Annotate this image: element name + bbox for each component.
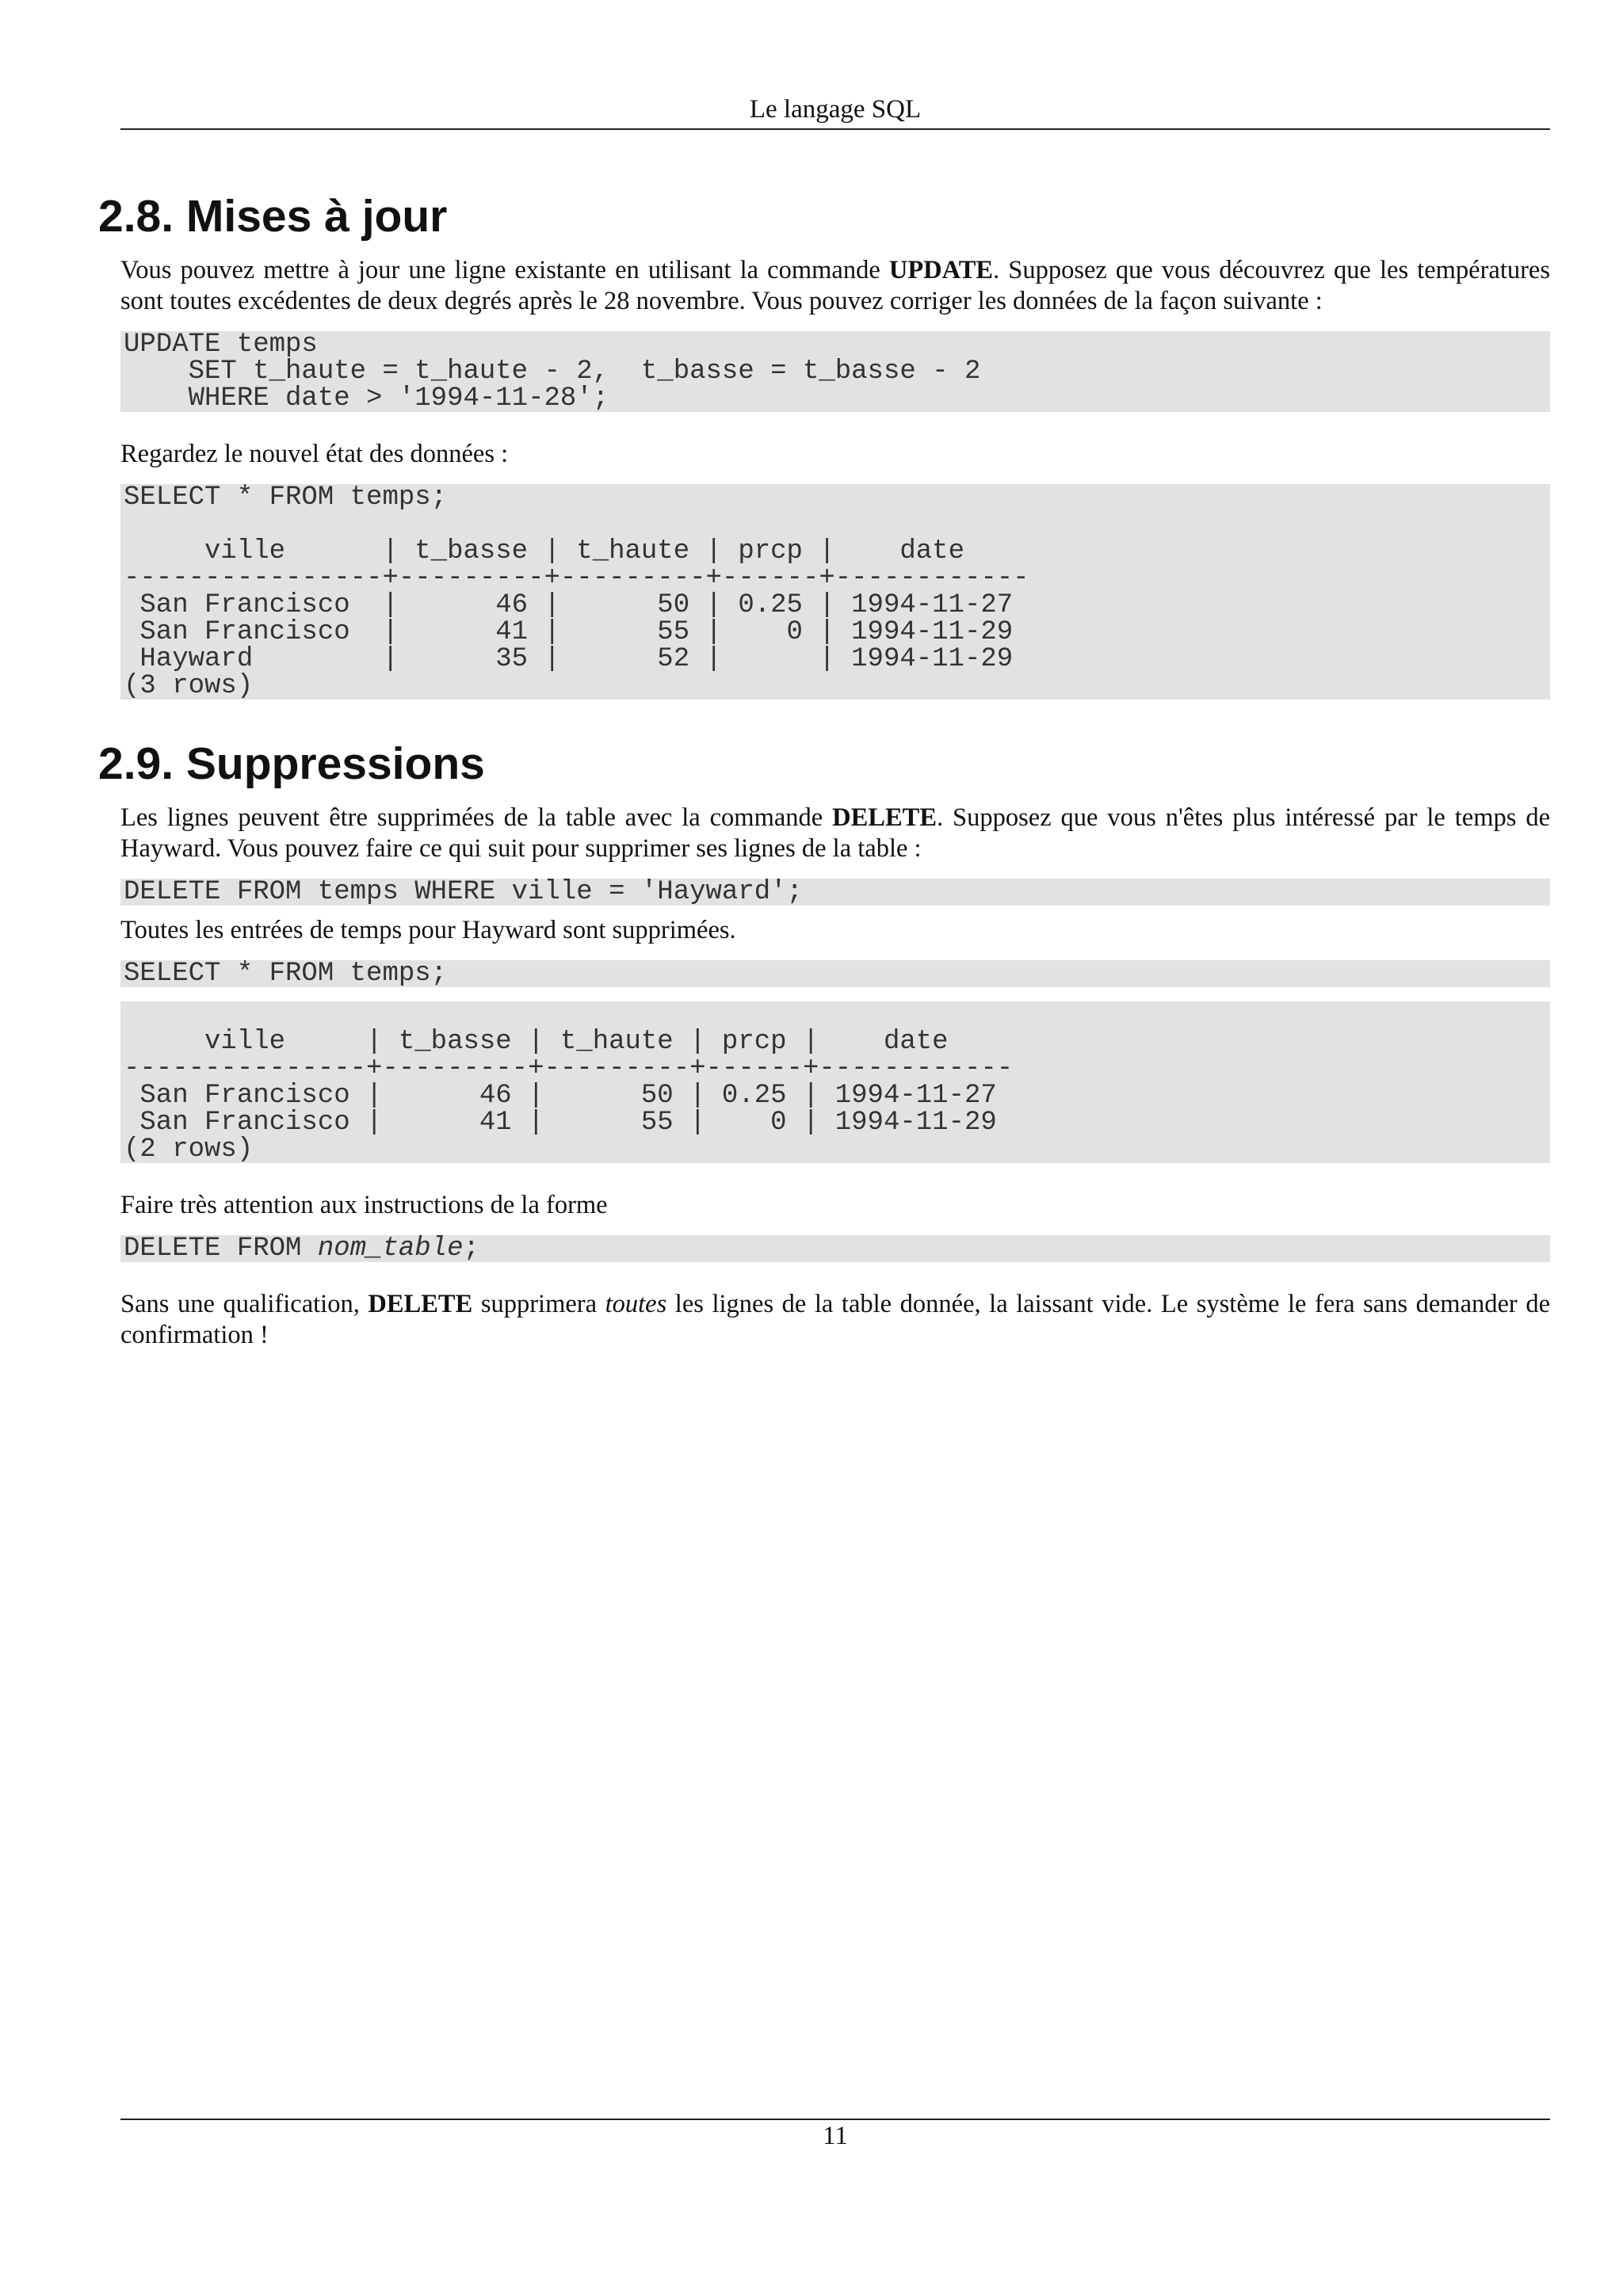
section-heading-updates: 2.8. Mises à jour [98,191,448,242]
all-deleted-paragraph: Toutes les entrées de temps pour Hayward sont supprimées. [120,916,736,944]
page-number: 11 [823,2122,848,2150]
code-block-delete: DELETE FROM temps WHERE ville = 'Hayward'; [120,879,1550,906]
caution-paragraph: Faire très attention aux instructions de la forme [120,1191,608,1219]
section-heading-deletions: 2.9. Suppressions [98,738,485,789]
keyword-delete: DELETE [832,803,937,832]
code-block-update: UPDATE temps SET t_haute = t_haute - 2, t_basse = t_basse - 2 WHERE date > '1994-11-28'; [120,331,1550,412]
keyword-delete: DELETE [368,1290,473,1318]
text-run: Vous pouvez mettre à jour une ligne existante en utilisant la commande [120,256,889,284]
code-block-result: ville | t_basse | t_haute | prcp | date ---------------+---------+---------+------+------------ San Francisco | 46 | 50 | 0.25 | 1994-11-27 San Francisco | 41 | 55 | 0 | 1994-11-29 (2 rows) [120,1001,1550,1163]
text-run: Sans une qualification, [120,1290,369,1318]
text-run: . Supposez que vous n'êtes plus intéressé par le temps de Hayward. Vous pouvez faire ce qui suit pour supprimer ses lignes de la table : [120,803,1550,863]
text-run: les lignes de la table donnée, la laissant vide. Le système le fera sans demander de confirmation ! [120,1290,1550,1349]
code-run: DELETE FROM [124,1235,318,1262]
keyword-update: UPDATE [888,256,994,284]
running-header: Le langage SQL [749,95,922,124]
code-run: ; [463,1235,479,1262]
text-run: Les lignes peuvent être supprimées de la table avec la commande [120,803,833,832]
header-rule [120,128,1550,130]
update-intro-paragraph [120,255,1550,317]
code-placeholder: nom_table [317,1235,464,1262]
text-run: . Supposez que vous découvrez que les températures sont toutes excédentes de deux degrés après le 28 novembre. Vous pouvez corriger les données de la façon suivante : [120,256,1550,315]
code-block-select-result: SELECT * FROM temps; ville | t_basse | t_haute | prcp | date ----------------+---------+---------+------+------------ San Francisco | 46 | 50 | 0.25 | 1994-11-27 San Francisco | 41 | 55 | 0 | 1994-11-29 Hayward | 35 | 52 | | 1994-11-29 (3 rows) [120,484,1550,700]
emphasis-toutes: toutes [605,1290,667,1318]
delete-intro-paragraph [120,803,1550,864]
outro-paragraph [120,1289,1550,1351]
page-content [0,187,1623,1351]
text-run: supprimera [472,1290,605,1318]
look-paragraph: Regardez le nouvel état des données : [120,440,509,468]
code-block-delete-form [120,1235,1550,1262]
code-block-select: SELECT * FROM temps; [120,960,1550,987]
